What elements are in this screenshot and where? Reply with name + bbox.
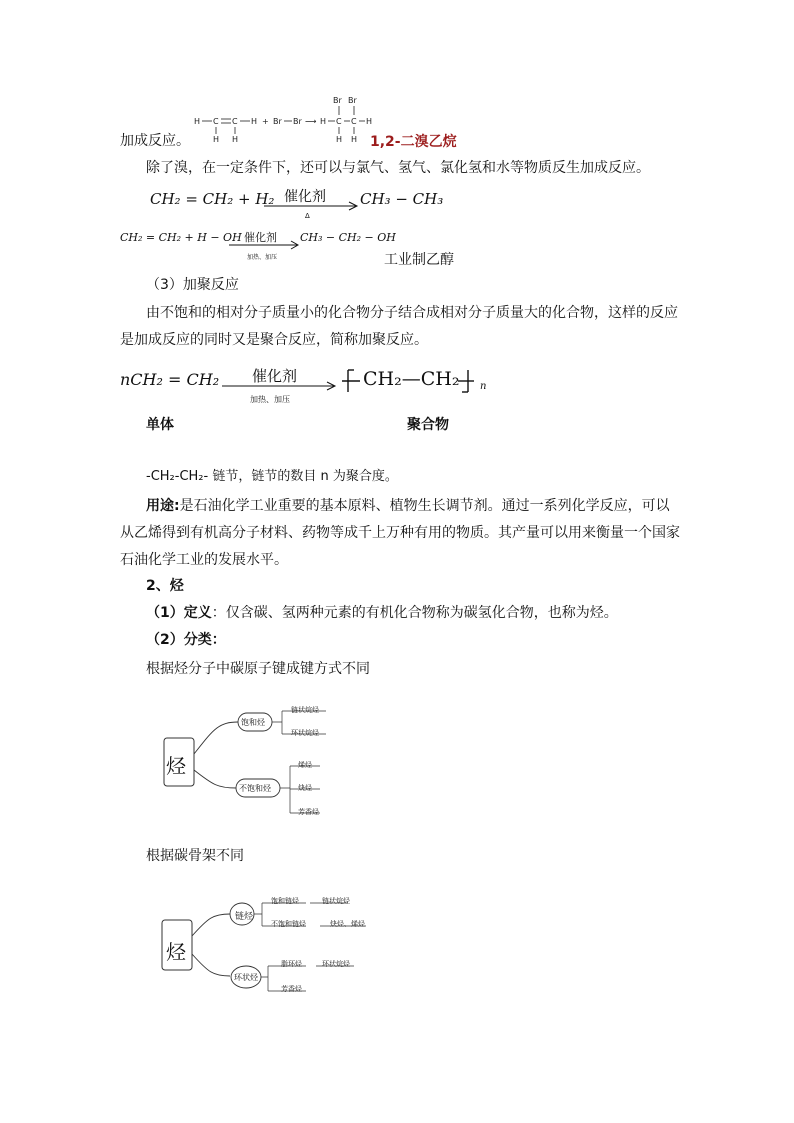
diagram2-chain: 链烃 xyxy=(235,912,254,922)
uses-label: 用途: xyxy=(146,498,180,514)
definition-text: ：仅含碳、氢两种元素的有机化合物称为碳氢化合物，也称为烃。 xyxy=(211,605,618,621)
paragraph-other-additions: 除了溴，在一定条件下，还可以与氯气、氢气、氯化氢和水等物质反生加成反应。 xyxy=(146,160,650,176)
eq2-condition: 加热、加压 xyxy=(247,254,278,261)
classification-diagram-skeleton xyxy=(158,892,368,1004)
uses-text1: 是石油化学工业重要的基本原料、植物生长调节剂。通过一系列化学反应，可以 xyxy=(179,498,670,514)
eq2-catalyst: 催化剂 xyxy=(244,231,277,244)
polymer-para-line1: 由不饱和的相对分子质量小的化合物分子结合成相对分子质量大的化合物，这样的反应 xyxy=(146,305,678,321)
diagram1-saturated: 饱和烃 xyxy=(241,718,265,727)
atom-c: C xyxy=(213,117,219,126)
polymer-label: 聚合物 xyxy=(407,417,449,433)
atom-h: H xyxy=(194,117,201,126)
eq1-arrow xyxy=(264,201,360,211)
atom-c: C xyxy=(351,117,357,126)
heading-polymerization: （3）加聚反应 xyxy=(146,277,239,293)
chain-unit-note: -CH₂-CH₂- 链节，链节的数目 n 为聚合度。 xyxy=(146,469,398,484)
classification-label: （2）分类： xyxy=(146,632,226,648)
polymer-eq-left xyxy=(120,370,219,389)
eq2-arrow xyxy=(229,240,301,250)
atom-c: C xyxy=(232,117,238,126)
monomer-label: 单体 xyxy=(146,417,174,433)
diagram2-root: 烃 xyxy=(166,940,186,964)
polymer-degree-n: n xyxy=(480,381,487,392)
diagram2-chain-sub-1-example: 炔烃、烯烃 xyxy=(330,920,365,928)
product-name: 1,2-二溴乙烷 xyxy=(370,134,457,150)
atom-h: H xyxy=(251,117,258,126)
atom-br: Br xyxy=(273,117,282,126)
diagram1-unsat-item-1: 炔烃 xyxy=(298,784,312,792)
atom-h: H xyxy=(232,135,239,144)
polymer-eq-catalyst: 催化剂 xyxy=(252,367,298,385)
heading-hydrocarbon: 2、烃 xyxy=(146,578,184,594)
diagram2-chain-sub-0-example: 链状烷烃 xyxy=(322,897,350,905)
diagram1-sat-item-0: 链状烷烃 xyxy=(291,706,319,714)
classify-by-skeleton: 根据碳骨架不同 xyxy=(146,848,244,864)
atom-br: Br xyxy=(333,96,342,105)
eq2-right: CH₃ − CH₂ − OH xyxy=(300,231,396,244)
diagram1-root: 烃 xyxy=(166,754,186,778)
eq1-left: CH₂ = CH₂ + H₂ xyxy=(150,190,275,208)
eq2-left: CH₂ = CH₂ + H − OH xyxy=(120,231,242,244)
atom-c: C xyxy=(336,117,342,126)
uses-line2: 从乙烯得到有机高分子材料、药物等成千上万种有用的物质。其产量可以用来衡量一个国家 xyxy=(120,525,680,541)
reaction-arrow: ⟶ xyxy=(305,117,317,126)
polymer-product: CH₂—CH₂ xyxy=(363,368,460,390)
polymer-eq-arrow xyxy=(222,381,340,391)
diagram1-unsat-item-2: 芳香烃 xyxy=(298,808,319,816)
classify-by-bond: 根据烃分子中碳原子键成键方式不同 xyxy=(146,661,370,677)
plus-sign: + xyxy=(262,117,269,126)
uses-line3: 石油化学工业的发展水平。 xyxy=(120,552,288,568)
diagram2-ring: 环状烃 xyxy=(234,973,258,982)
polymer-para-line2: 是加成反应的同时又是聚合反应，简称加聚反应。 xyxy=(120,332,428,348)
atom-br: Br xyxy=(293,117,302,126)
eq2-note: 工业制乙醇 xyxy=(384,252,454,268)
definition-label: （1）定义 xyxy=(146,605,212,621)
addition-label: 加成反应。 xyxy=(120,133,190,149)
diagram1-unsat-item-0: 烯烃 xyxy=(298,761,312,769)
eq1-catalyst: 催化剂 xyxy=(284,189,326,205)
atom-h: H xyxy=(320,117,327,126)
bromine-addition-structure xyxy=(192,94,392,146)
diagram1-sat-item-1: 环状烷烃 xyxy=(291,729,319,737)
diagram2-chain-sub-1: 不饱和链烃 xyxy=(271,920,306,928)
polymer-eq-condition: 加热、加压 xyxy=(250,395,290,404)
diagram2-ring-sub-0-example: 环状烷烃 xyxy=(322,960,350,968)
diagram1-unsaturated: 不饱和烃 xyxy=(239,784,271,793)
eq1-condition: Δ xyxy=(305,212,310,220)
polymer-eq-left-text: nCH₂ = CH₂ xyxy=(120,370,220,389)
diagram2-chain-sub-0: 饱和链烃 xyxy=(271,897,299,905)
atom-h: H xyxy=(336,135,343,144)
uses-line1 xyxy=(146,496,670,516)
atom-h: H xyxy=(213,135,220,144)
diagram2-ring-sub-1: 芳香烃 xyxy=(281,985,302,993)
definition-line xyxy=(146,603,618,623)
eq1-right: CH₃ − CH₃ xyxy=(360,190,444,208)
diagram2-ring-sub-0: 脂环烃 xyxy=(281,960,302,968)
atom-h: H xyxy=(351,135,358,144)
atom-br: Br xyxy=(348,96,357,105)
atom-h: H xyxy=(366,117,373,126)
